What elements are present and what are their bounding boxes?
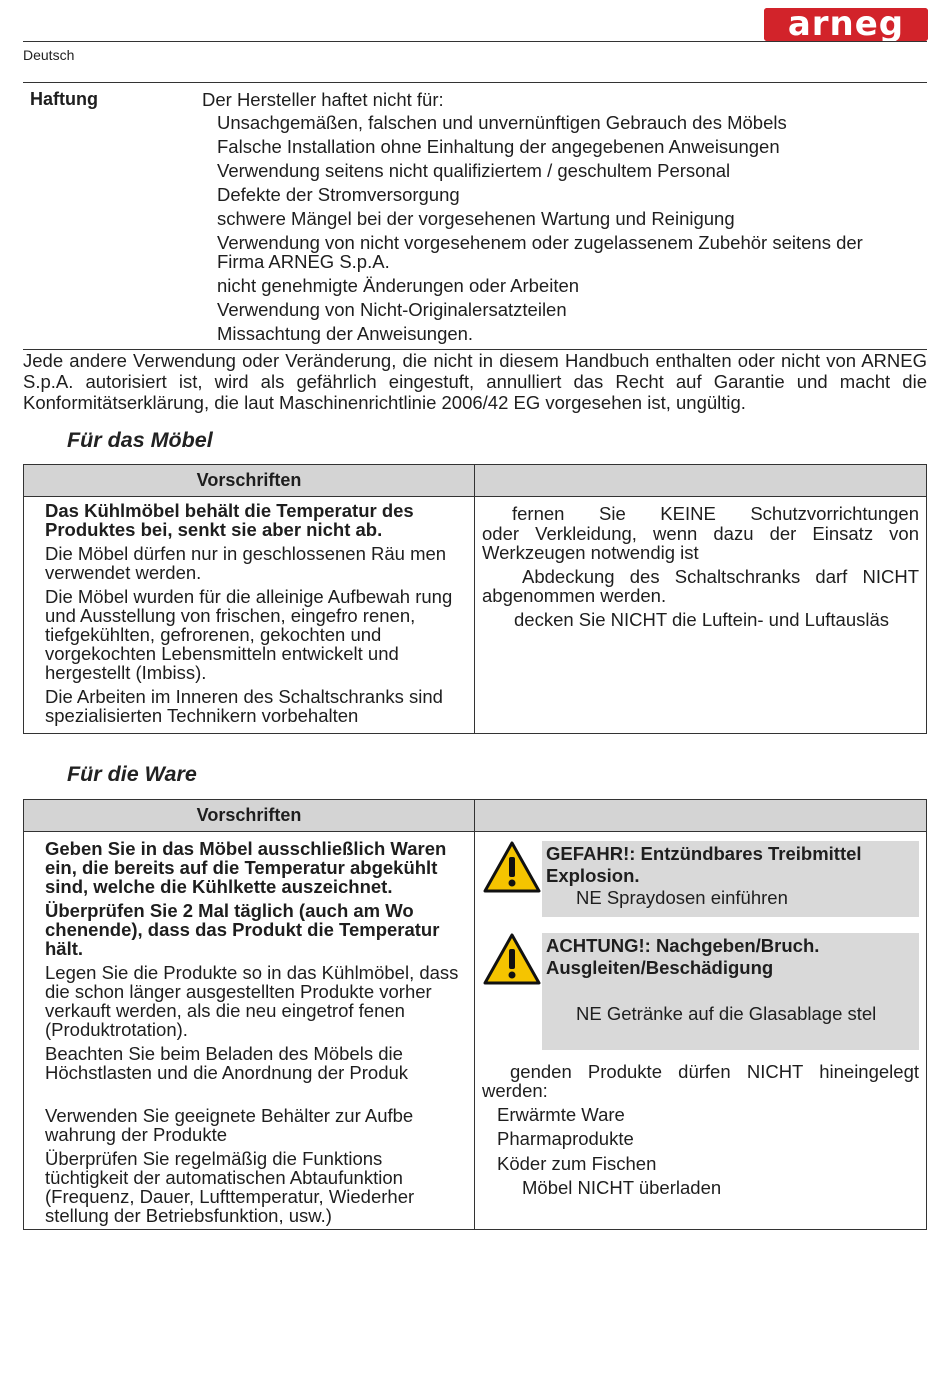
rule-text: Das Kühlmöbel behält die Temperatur des Produktes bei, senkt sie aber nicht ab. (45, 500, 414, 540)
table-header (24, 800, 926, 832)
rule-text: Die Arbeiten im Inneren des Schaltschranks sind spezialisierten Technikern vorbehalten (45, 686, 443, 726)
table-header-regulations: Vorschriften (24, 800, 475, 831)
rule-line: oder Verkleidung, wenn dazu der Einsatz von (482, 523, 919, 544)
warning-box (542, 933, 919, 1050)
table-body (24, 832, 926, 1229)
rule-word: Sie (599, 503, 626, 524)
rule-text: Beachten Sie beim Beladen des Möbels die Höchstlasten und die Anordnung der Produk (45, 1043, 409, 1083)
rule-line: genden Produkte dürfen NICHT hineingelegt (510, 1061, 919, 1082)
table-header (24, 465, 926, 497)
list-item: Köder zum Fischen (497, 1153, 657, 1174)
section-title-goods: Für die Ware (67, 762, 197, 786)
header-rule (23, 41, 927, 42)
liability-list (217, 113, 917, 348)
usage-paragraph: Jede andere Verwendung oder Veränderung, die nicht in diesem Handbuch enthalten oder nicht von ARNEG S.p.A. autorisiert ist, wird als gefährlich eingestuft, annulliert das Recht auf Garantie und macht die Konformitätserklärung, die laut Maschinenrichtlinie 2006/42 EG vorgesehen ist, ungültig. (23, 350, 927, 413)
warning-text: NE Spraydosen einführen (576, 887, 788, 908)
furniture-rules-right (475, 497, 926, 733)
rule-text: Legen Sie die Produkte so in das Kühlmöbel, dass die schon länger ausgestellten Produkte vorher verkauft werden, als die neu eingetrof fenen (Produktrotation). (45, 962, 459, 1040)
goods-rules-table (23, 799, 927, 1230)
table-header-regulations: Vorschriften (24, 465, 475, 496)
warning-triangle-icon (483, 933, 541, 985)
warning-breakage (483, 933, 919, 1050)
warning-flammable (483, 841, 919, 917)
liability-item: Verwendung von nicht vorgesehenem oder zugelassenem Zubehör seitens der Firma ARNEG S.p.A. (217, 232, 863, 272)
rule-text: Verwenden Sie geeignete Behälter zur Aufbe wahrung der Produkte (45, 1105, 414, 1145)
liability-item: Missachtung der Anweisungen. (217, 323, 474, 344)
arneg-logo-mark (764, 8, 928, 41)
rule-text: Die Möbel wurden für die alleinige Aufbewah rung und Ausstellung von frischen, eingefro renen, tiefgekühlten, gefrorenen, gekochten und vorgekochten Lebensmitteln entwickelt und hergestellt (Imbiss). (45, 586, 453, 683)
liability-item: Verwendung seitens nicht qualifiziertem / geschultem Personal (217, 160, 731, 181)
rule-line: decken Sie NICHT die Luftein- und Luftausläs (514, 609, 890, 630)
section-title-furniture: Für das Möbel (67, 428, 213, 452)
goods-rules-right (475, 832, 926, 1229)
goods-rules-left (24, 832, 475, 1229)
rule-text: Überprüfen Sie 2 Mal täglich (auch am Wo chenende), dass das Produkt die Temperatur hält. (45, 900, 440, 959)
liability-item: schwere Mängel bei der vorgesehenen Wartung und Reinigung (217, 208, 735, 229)
rule-text: Die Möbel dürfen nur in geschlossenen Räu men verwendet werden. (45, 543, 447, 583)
rule-word: Schutzvorrichtungen (750, 503, 919, 524)
warning-triangle-icon (483, 841, 541, 893)
liability-item: Unsachgemäßen, falschen und unvernünftigen Gebrauch des Möbels (217, 112, 787, 133)
list-item: Erwärmte Ware (497, 1104, 625, 1125)
table-header-empty (475, 465, 926, 496)
warning-title: GEFAHR!: Entzündbares Treibmittel (546, 843, 862, 864)
language-label: Deutsch (23, 47, 75, 63)
warning-text: NE Getränke auf die Glasablage stel (576, 1003, 877, 1024)
rule-line: werden: (482, 1080, 548, 1101)
rule-word: KEINE (660, 503, 716, 524)
warning-title: Ausgleiten/Beschädigung (546, 957, 774, 978)
rule-line: Abdeckung des Schaltschranks darf NICHT (522, 566, 919, 587)
liability-item: Falsche Installation ohne Einhaltung der angegebenen Anweisungen (217, 136, 780, 157)
arneg-logo (764, 8, 928, 41)
table-body (24, 497, 926, 733)
table-header-empty (475, 800, 926, 831)
rule-line: Werkzeugen notwendig ist (482, 542, 699, 563)
rule-word: fernen (512, 503, 565, 524)
liability-label: Haftung (30, 89, 98, 109)
warning-box (542, 841, 919, 917)
rule-line: abgenommen werden. (482, 585, 667, 606)
warning-title: Explosion. (546, 865, 640, 886)
logo-text: arneg (787, 8, 905, 41)
rule-line (512, 504, 919, 523)
section-rule (23, 82, 927, 83)
list-item: Pharmaprodukte (497, 1128, 634, 1149)
furniture-rules-table (23, 464, 927, 734)
liability-item: Verwendung von Nicht-Originalersatzteilen (217, 299, 567, 320)
rule-text: Überprüfen Sie regelmäßig die Funktions tüchtigkeit der automatischen Abtaufunktion (Frequenz, Dauer, Lufttemperatur, Wiederher stellung der Betriebsfunktion, usw.) (45, 1148, 415, 1226)
warning-title: ACHTUNG!: Nachgeben/Bruch. (546, 935, 820, 956)
rule-line: Möbel NICHT überladen (522, 1177, 722, 1198)
furniture-rules-left (24, 497, 475, 733)
liability-item: Defekte der Stromversorgung (217, 184, 460, 205)
rule-text: Geben Sie in das Möbel ausschließlich Waren ein, die bereits auf die Temperatur abgekühlt sind, welche die Kühlkette auszeichnet. (45, 838, 447, 897)
liability-item: nicht genehmigte Änderungen oder Arbeiten (217, 275, 580, 296)
liability-intro: Der Hersteller haftet nicht für: (202, 89, 444, 110)
